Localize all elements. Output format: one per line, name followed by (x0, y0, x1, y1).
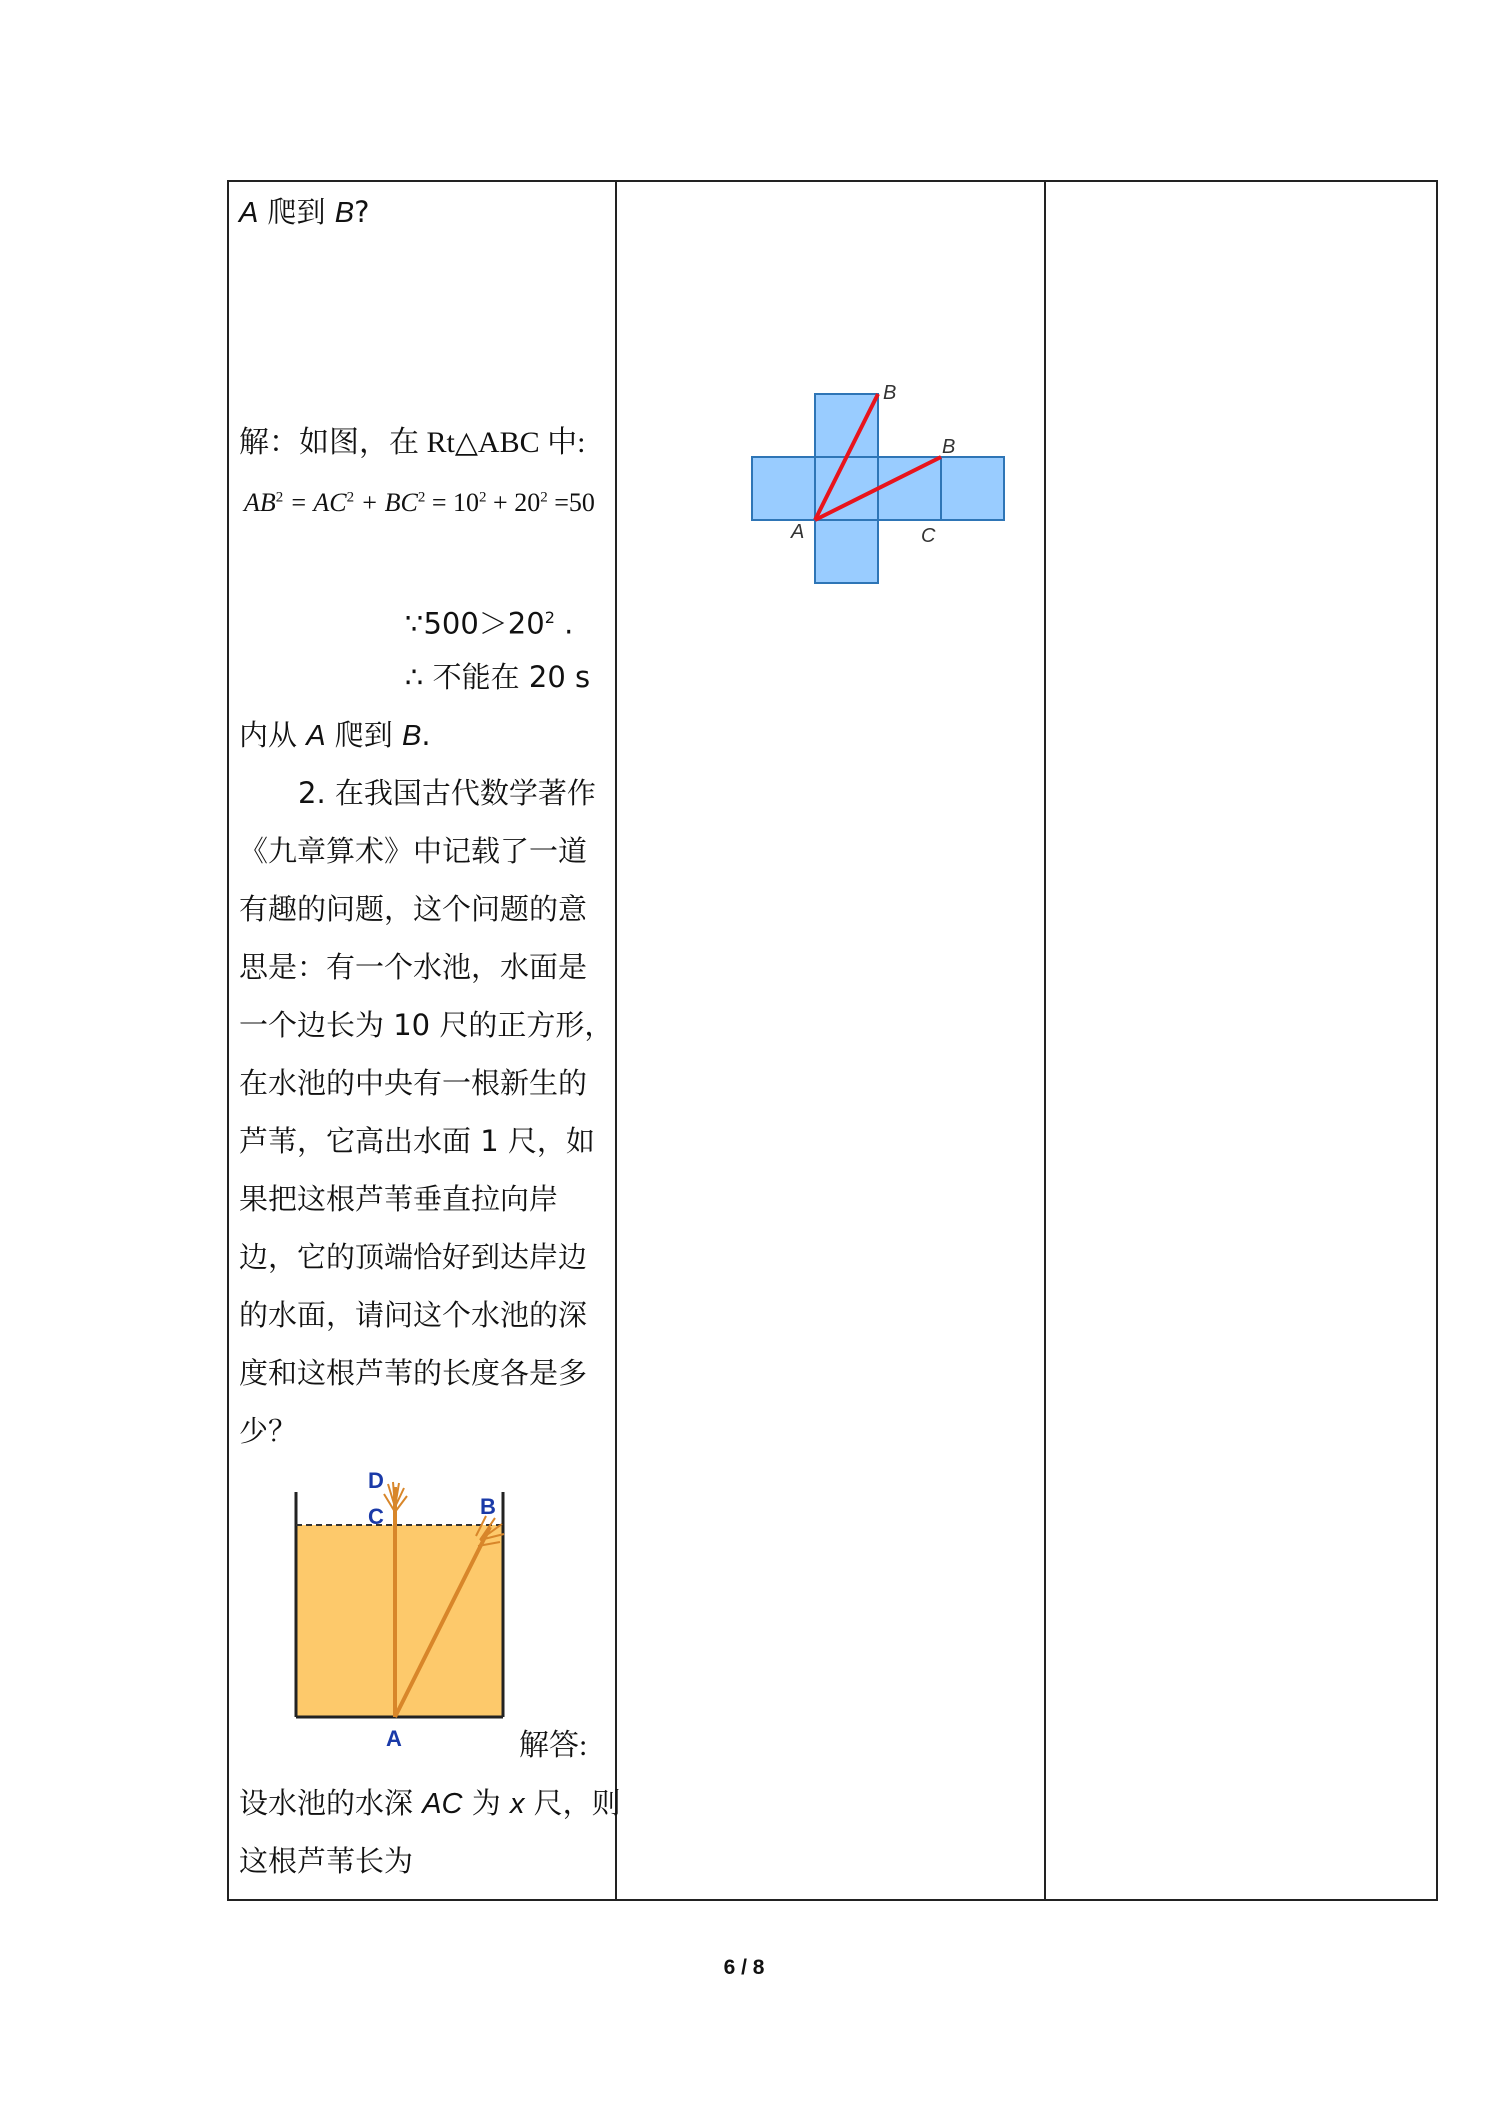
label-c: C (921, 525, 936, 547)
label-c: C (368, 1504, 384, 1529)
problem2-line: 果把这根芦苇垂直拉向岸 (239, 1182, 559, 1216)
label-b-right: B (942, 436, 956, 458)
problem2-line: 芦苇，它高出水面 1 尺，如 (239, 1124, 595, 1158)
label-a: A (791, 521, 805, 543)
pythagorean-equation: $AB^2 = AC^2 + BC^2 = 10^2 + 20^2 =50$ (244, 488, 595, 517)
label-d: D (368, 1468, 384, 1493)
problem2-line: 一个边长为 10 尺的正方形， (239, 1008, 614, 1042)
answer-label: 解答: (519, 1729, 588, 1762)
pond-water (296, 1525, 503, 1717)
cube-net-diagram (740, 370, 1020, 590)
net-square (815, 520, 878, 583)
answer-line: 这根芦苇长为 (239, 1844, 414, 1878)
label-b: B (480, 1494, 496, 1519)
net-square (815, 394, 878, 457)
problem2-line: 边，它的顶端恰好到达岸边 (239, 1240, 588, 1274)
label-a: A (386, 1726, 402, 1751)
problem2-line: 少？ (239, 1414, 298, 1448)
problem2-line: 2. 在我国古代数学著作 (298, 776, 596, 810)
net-square (941, 457, 1004, 520)
because-statement: $\because 500>20^2$ . (405, 606, 574, 641)
label-b-top: B (883, 382, 897, 404)
solution-intro: 解：如图，在 Rt△ABC 中: (239, 426, 586, 459)
column-divider (1044, 182, 1046, 1899)
problem2-line: 思是：有一个水池，水面是 (239, 950, 588, 984)
problem2-line: 的水面，请问这个水池的深 (239, 1298, 588, 1332)
net-square (815, 457, 878, 520)
problem2-line: 在水池的中央有一根新生的 (239, 1066, 588, 1100)
answer-line: 设水池的水深 AC 为 x 尺，则 (239, 1786, 621, 1820)
problem2-line: 《九章算术》中记载了一道 (239, 834, 588, 868)
net-square (878, 457, 941, 520)
pond-diagram (280, 1462, 540, 1762)
net-square (752, 457, 815, 520)
conclusion: 内从 A 爬到 B. (239, 718, 431, 752)
problem2-line: 有趣的问题，这个问题的意 (239, 892, 588, 926)
problem2-line: 度和这根芦苇的长度各是多 (239, 1356, 588, 1390)
therefore-statement: ∴ 不能在 20 s (405, 660, 591, 694)
question-tail: A 爬到 B? (239, 195, 370, 229)
column-divider (615, 182, 617, 1899)
page-number: 6 / 8 (723, 1956, 765, 1979)
